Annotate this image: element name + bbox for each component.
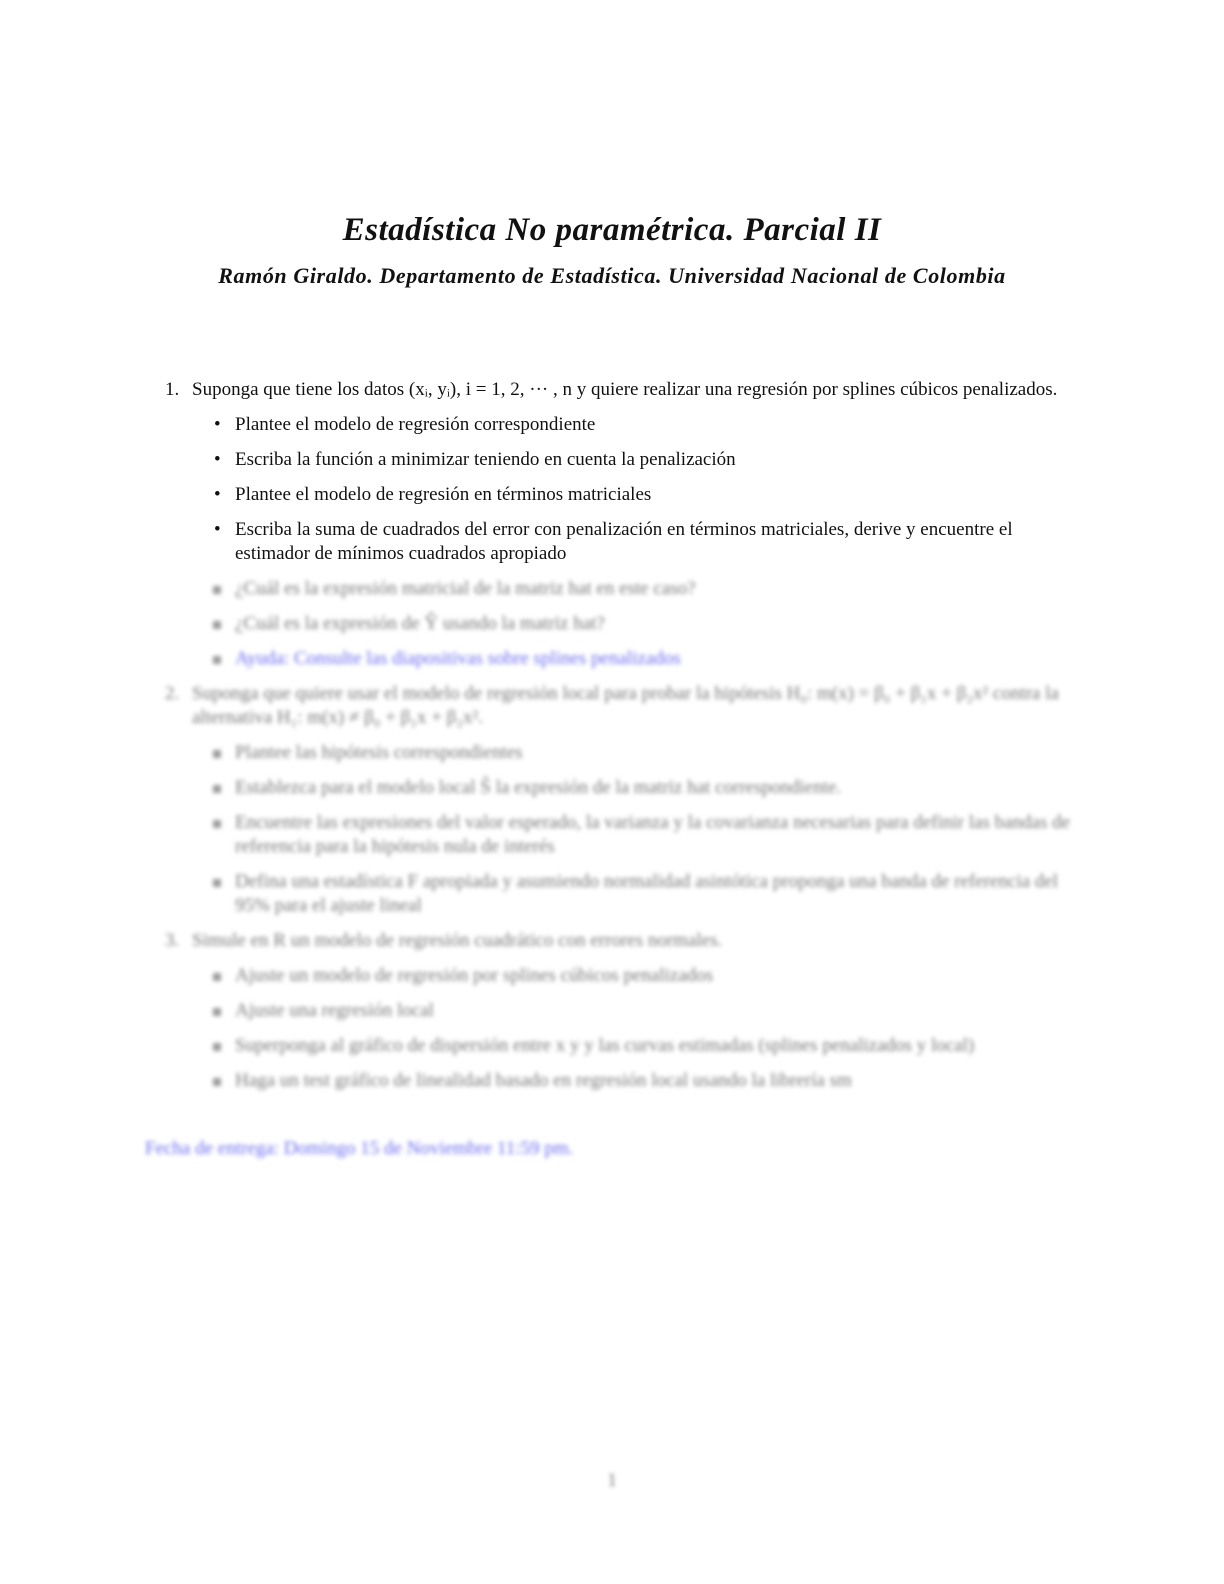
list-item (192, 577, 1075, 601)
question-1 (165, 378, 1075, 671)
bullet-text: ¿Cuál es la expresión matricial de la matriz hat en este caso? (235, 578, 696, 599)
list-item (192, 870, 1075, 918)
list-item (192, 612, 1075, 636)
list-item (192, 647, 1075, 671)
bullet-text: Ajuste un modelo de regresión por splines cúbicos penalizados (235, 965, 714, 986)
list-item: • Escriba la suma de cuadrados del error con penalización en términos matriciales, derive y encuentre el estimador de mínimos cuadrados apropiado (214, 519, 1013, 564)
document-title: Estadística No paramétrica. Parcial II (342, 212, 882, 248)
list-item (192, 776, 1075, 800)
bullet-text: Ajuste una regresión local (235, 1000, 434, 1021)
question-text: Suponga que quiere usar el modelo de regresión local para probar la hipótesis H₀: m(x) = β₀ + β₁x + β₂x² contra la alternativa H₁: m(x) ≠ β₀ + β₁x + β₂x². (192, 683, 1059, 728)
list-item (192, 1069, 1075, 1093)
question-3 (165, 929, 1075, 1093)
question-text: Suponga que tiene los datos (xᵢ, yᵢ), i = 1, 2, ··· , n y quiere realizar una regresión por splines cúbicos penalizados. (192, 379, 1058, 400)
list-item (192, 741, 1075, 765)
list-item (192, 999, 1075, 1023)
list-item (192, 1034, 1075, 1058)
bullet-text: Plantee el modelo de regresión correspondiente (235, 414, 596, 435)
bullet-text: Superponga al gráfico de dispersión entre x y y las curvas estimadas (splines penalizados y local) (235, 1035, 975, 1056)
question-text: Simule en R un modelo de regresión cuadrático con errores normales. (192, 930, 723, 951)
bullet-text: Encuentre las expresiones del valor esperado, la varianza y la covarianza necesarias para definir las bandas de referencia para la hipótesis nula de interés (235, 812, 1071, 857)
list-item (192, 811, 1075, 859)
bullet-text: Escriba la suma de cuadrados del error con penalización en términos matriciales, derive y encuentre el estimador de mínimos cuadrados apropiado (235, 519, 1013, 564)
list-item (192, 964, 1075, 988)
bullet-text: Plantee el modelo de regresión en términos matriciales (235, 484, 652, 505)
question-number: 1. (165, 379, 180, 400)
deadline-text: Fecha de entrega: Domingo 15 de Noviembre 11:59 pm. (145, 1138, 574, 1159)
bullet-text: Escriba la función a minimizar teniendo en cuenta la penalización (235, 449, 736, 470)
blurred-region (165, 682, 1075, 1093)
question-number: 2. (165, 683, 180, 704)
bullet-text: Establezca para el modelo local Ŝ la expresión de la matriz hat correspondiente. (235, 777, 842, 798)
list-item: • Plantee el modelo de regresión correspondiente (214, 414, 596, 435)
list-item: • Plantee el modelo de regresión en términos matriciales (214, 484, 652, 505)
question-2 (165, 682, 1075, 918)
bullet-text: Plantee las hipótesis correspondientes (235, 742, 523, 763)
help-link[interactable]: Ayuda: Consulte las diapositivas sobre splines penalizados (235, 648, 681, 669)
question-number: 3. (165, 930, 180, 951)
bullet-text: Defina una estadística F apropiada y asumiendo normalidad asintótica proponga una banda de referencia del 95% para el ajuste lineal (235, 871, 1059, 916)
blurred-region (192, 577, 1075, 671)
deadline-note (145, 1138, 573, 1160)
page-number: 1 (607, 1470, 617, 1491)
author-line: Ramón Giraldo. Departamento de Estadística. Universidad Nacional de Colombia (218, 263, 1006, 288)
question-list (165, 378, 1075, 1093)
bullet-text: ¿Cuál es la expresión de Ŷ usando la matriz hat? (235, 613, 605, 634)
bullet-text: Haga un test gráfico de linealidad basado en regresión local usando la librería sm (235, 1070, 852, 1091)
list-item: • Escriba la función a minimizar teniendo en cuenta la penalización (214, 449, 736, 470)
